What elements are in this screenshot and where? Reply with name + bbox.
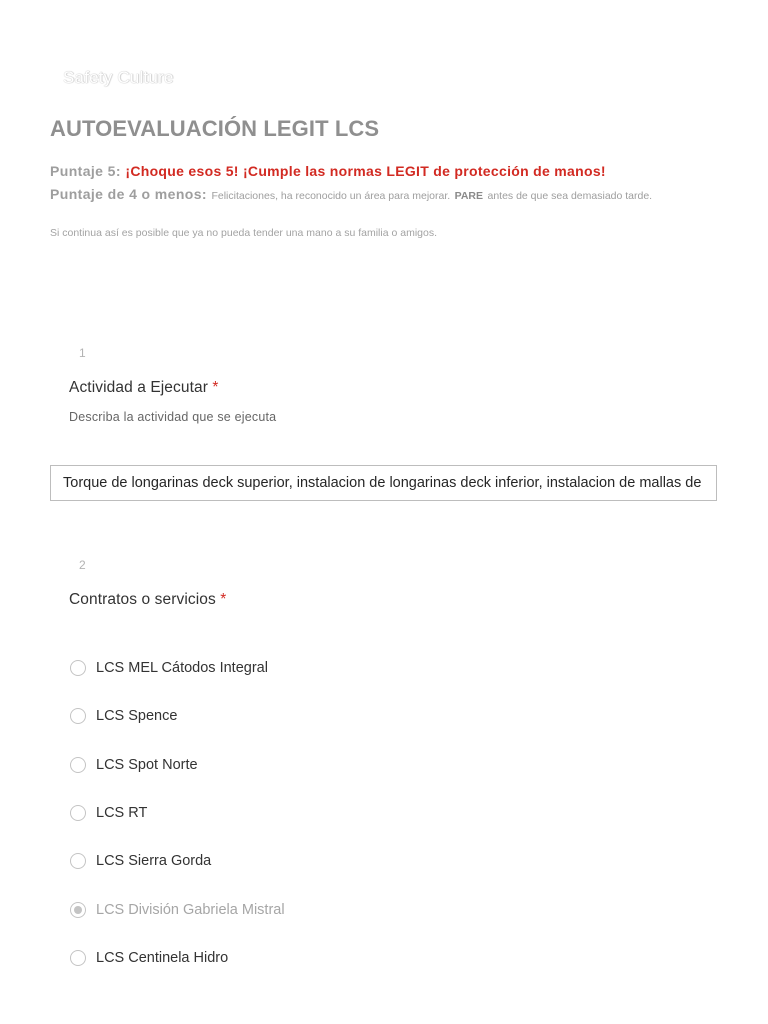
score-4-message-a: Felicitaciones, ha reconocido un área para mejorar. — [211, 190, 451, 202]
radio-button[interactable] — [70, 660, 86, 676]
option-label: LCS Spence — [96, 708, 178, 724]
question-1-title-text: Actividad a Ejecutar — [69, 379, 208, 396]
score-4-line — [50, 186, 652, 204]
score-5-message: ¡Choque esos 5! ¡Cumple las normas LEGIT de protección de manos! — [125, 163, 606, 179]
question-2-title-text: Contratos o servicios — [69, 591, 216, 608]
question-2-number: 2 — [79, 558, 86, 572]
radio-button[interactable] — [70, 853, 86, 869]
radio-button-selected[interactable] — [70, 902, 86, 918]
warning-note: Si continua así es posible que ya no pueda tender una mano a su familia o amigos. — [50, 227, 437, 239]
radio-button[interactable] — [70, 757, 86, 773]
safety-culture-logo: Safety Culture — [63, 68, 174, 87]
option-lcs-rt[interactable] — [70, 803, 147, 823]
radio-button[interactable] — [70, 708, 86, 724]
option-label: LCS Sierra Gorda — [96, 853, 212, 869]
option-lcs-spence[interactable] — [70, 706, 177, 726]
score-4-label: Puntaje de 4 o menos: — [50, 186, 207, 202]
option-lcs-spot-norte[interactable] — [70, 755, 198, 775]
option-lcs-centinela-hidro[interactable] — [70, 948, 228, 968]
radio-button[interactable] — [70, 805, 86, 821]
option-lcs-sierra-gorda[interactable] — [70, 851, 211, 871]
radio-button[interactable] — [70, 950, 86, 966]
option-label: LCS RT — [96, 805, 148, 821]
score-4-emphasis: PARE — [454, 190, 484, 202]
question-2-title — [69, 591, 226, 609]
activity-input-value: Torque de longarinas deck superior, instalacion de longarinas deck inferior, instalacion de mallas de — [63, 475, 702, 491]
required-mark: * — [220, 591, 227, 608]
question-1-description: Describa la actividad que se ejecuta — [69, 410, 277, 424]
question-1-number: 1 — [79, 346, 86, 360]
required-mark: * — [212, 379, 219, 396]
score-5-label: Puntaje 5: — [50, 163, 121, 179]
activity-input[interactable] — [50, 465, 717, 501]
score-5-line — [50, 163, 606, 181]
option-label: LCS División Gabriela Mistral — [96, 902, 285, 918]
option-lcs-division-gabriela-mistral[interactable] — [70, 900, 285, 920]
score-4-message-b: antes de que sea demasiado tarde. — [487, 190, 653, 202]
option-lcs-mel-catodos-integral[interactable] — [70, 658, 268, 678]
option-label: LCS Spot Norte — [96, 757, 198, 773]
option-label: LCS MEL Cátodos Integral — [96, 660, 268, 676]
question-1-title — [69, 379, 219, 397]
option-label: LCS Centinela Hidro — [96, 950, 229, 966]
page-title: AUTOEVALUACIÓN LEGIT LCS — [50, 116, 380, 141]
